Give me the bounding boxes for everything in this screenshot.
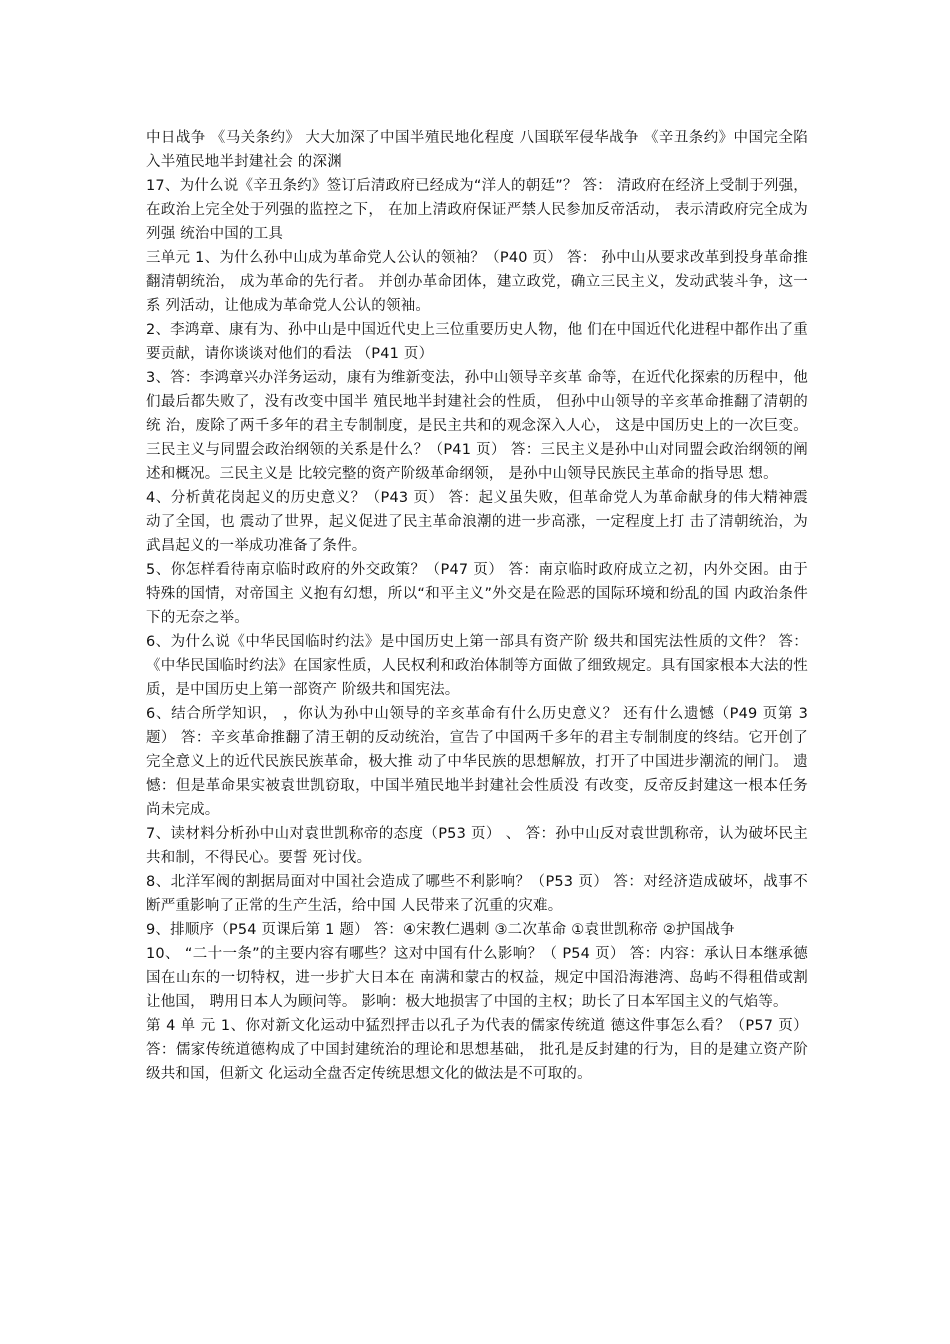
paragraph-q3: 3、答：李鸿章兴办洋务运动，康有为维新变法，孙中山领导辛亥革 命等，在近代化探索的历程中，他们最后都失败了，没有改变中国半 殖民地半封建社会的性质， 但孙中山领导的辛亥革命推翻了清朝的统 治，废除了两千多年的君主专制制度，是民主共和的观念深入人心， 这是中国历史上的一次巨变。 三民主义与同盟会政治纲领的关系是什么？（P41 页） 答：三民主义是孙中山对同盟会政治纲领的阐述和概况。三民主义是 比较完整的资产阶级革命纲领， 是孙中山领导民族民主革命的指导思 想。 — [146, 370, 808, 482]
paragraph-q2: 2、李鸿章、康有为、孙中山是中国近代史上三位重要历史人物，他 们在中国近代化进程中都作出了重要贡献，请你谈谈对他们的看法 （P41 页） — [146, 322, 808, 362]
document-page — [146, 126, 808, 1086]
paragraph-q8: 8、北洋军阀的割据局面对中国社会造成了哪些不利影响？（P53 页） 答：对经济造成破坏，战事不断严重影响了正常的生产生活，给中国 人民带来了沉重的灾难。 — [146, 874, 808, 914]
paragraph-q5: 5、你怎样看待南京临时政府的外交政策？（P47 页） 答：南京临时政府成立之初，内外交困。由于特殊的国情，对帝国主 义抱有幻想，所以“和平主义”外交是在险恶的国际环境和纷乱的国 内政治条件下的无奈之举。 — [146, 562, 808, 626]
paragraph-q6b: 6、结合所学知识， ，你认为孙中山领导的辛亥革命有什么历史意义？ 还有什么遗憾（P49 页第 3 题） 答：辛亥革命推翻了清王朝的反动统治，宣告了中国两千多年的君主专制制度的终结。它开创了完全意义上的近代民族民族革命，极大推 动了中华民族的思想解放，打开了中国进步潮流的闸门。 遗憾：但是革命果实被袁世凯窃取，中国半殖民地半封建社会性质没 有改变，反帝反封建这一根本任务尚未完成。 — [146, 706, 808, 818]
paragraph-sino-japanese-war: 中日战争 《马关条约》 大大加深了中国半殖民地化程度 八国联军侵华战争 《辛丑条约》中国完全陷入半殖民地半封建社会 的深渊 — [146, 130, 808, 170]
paragraph-unit3-q1: 三单元 1、为什么孙中山成为革命党人公认的领袖？（P40 页） 答： 孙中山从要求改革到投身革命推翻清朝统治， 成为革命的先行者。 并创办革命团体，建立政党，确立三民主义，发动武装斗争，这一系 列活动，让他成为革命党人公认的领袖。 — [146, 250, 808, 314]
paragraph-unit4-q1: 第 4 单 元 1、你对新文化运动中猛烈抨击以孔子为代表的儒家传统道 德这件事怎么看？（P57 页） 答：儒家传统道德构成了中国封建统治的理论和思想基础， 批孔是反封建的行为，目的是建立资产阶级共和国，但新文 化运动全盘否定传统思想文化的做法是不可取的。 — [146, 1018, 808, 1082]
paragraph-q6a: 6、为什么说《中华民国临时约法》是中国历史上第一部具有资产阶 级共和国宪法性质的文件？ 答： 《中华民国临时约法》在国家性质，人民权利和政治体制等方面做了细致规定。具有国家根本大法的性质，是中国历史上第一部资产 阶级共和国宪法。 — [146, 634, 808, 698]
paragraph-q4: 4、分析黄花岗起义的历史意义？（P43 页） 答：起义虽失败，但革命党人为革命献身的伟大精神震动了全国，也 震动了世界，起义促进了民主革命浪潮的进一步高涨，一定程度上打 击了清朝统治，为武昌起义的一举成功准备了条件。 — [146, 490, 808, 554]
paragraph-q9: 9、排顺序（P54 页课后第 1 题） 答：④宋教仁遇刺 ③二次革命 ①袁世凯称帝 ②护国战争 — [146, 922, 735, 938]
paragraph-q10: 10、 “二十一条”的主要内容有哪些？这对中国有什么影响？（ P54 页） 答：内容：承认日本继承德国在山东的一切特权，进一步扩大日本在 南满和蒙古的权益，规定中国沿海港湾、岛屿不得租借或割让他国， 聘用日本人为顾问等。 影响：极大地损害了中国的主权；助长了日本军国主义的气焰等。 — [146, 946, 808, 1010]
paragraph-q7: 7、读材料分析孙中山对袁世凯称帝的态度（P53 页） 、 答：孙中山反对袁世凯称帝，认为破坏民主共和制，不得民心。要誓 死讨伐。 — [146, 826, 808, 866]
paragraph-q17: 17、为什么说《辛丑条约》签订后清政府已经成为“洋人的朝廷”？ 答： 清政府在经济上受制于列强， 在政治上完全处于列强的监控之下， 在加上清政府保证严禁人民参加反帝活动， 表示清政府完全成为列强 统治中国的工具 — [146, 178, 808, 242]
